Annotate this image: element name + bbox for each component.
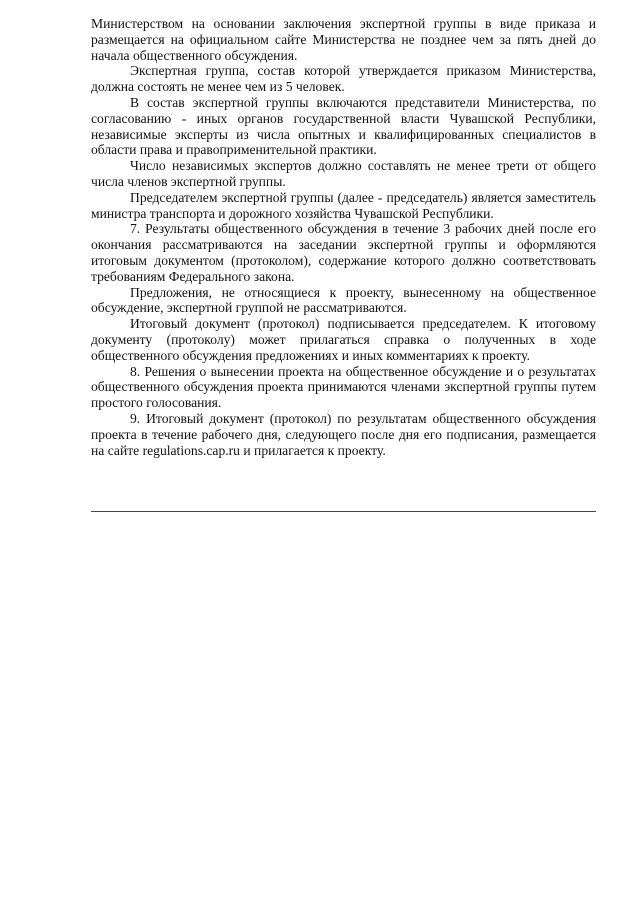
paragraph-expert-group-composition: В состав экспертной группы включаются представители Министерства, по согласованию - иных органов государственной власти Чувашской Республики, независимые эксперты из числа опытных и квалифицированных специалистов в области права и правоприменительной практики. — [91, 94, 596, 158]
paragraph-approval-order: Министерством на основании заключения экспертной группы в виде приказа и размещается на официальном сайте Министерства не позднее чем за пять дней до начала общественного обсуждения. — [91, 16, 596, 63]
paragraph-expert-group-size: Экспертная группа, состав которой утверждается приказом Министерства, должна состоять не менее чем из 5 человек. — [91, 63, 596, 95]
paragraph-independent-experts: Число независимых экспертов должно составлять не менее трети от общего числа членов экспертной группы. — [91, 158, 596, 189]
paragraph-item-8-decisions: 8. Решения о вынесении проекта на общественное обсуждение и о результатах общественного обсуждения проекта принимаются членами экспертной группы путем простого голосования. — [91, 363, 596, 411]
paragraph-item-9-publication: 9. Итоговый документ (протокол) по результатам общественного обсуждения проекта в течение рабочего дня, следующего после дня его подписания, размещается на сайте regulations.cap.ru и прилагается к проекту. — [91, 410, 596, 458]
paragraph-unrelated-proposals: Предложения, не относящиеся к проекту, вынесенному на общественное обсуждение, экспертной группой не рассматриваются. — [91, 284, 596, 316]
paragraph-chairman: Председателем экспертной группы (далее - председатель) является заместитель министра транспорта и дорожного хозяйства Чувашской Республики. — [91, 189, 596, 221]
paragraph-item-7-results: 7. Результаты общественного обсуждения в течение 3 рабочих дней после его окончания рассматриваются на заседании экспертной группы и оформляются итоговым документом (протоколом), содержание которого должно соответствовать требованиям Федерального закона. — [91, 221, 596, 284]
document-body — [91, 16, 596, 458]
section-divider — [91, 511, 596, 512]
paragraph-final-document: Итоговый документ (протокол) подписывается председателем. К итоговому документу (протоколу) может прилагаться справка о полученных в ходе общественного обсуждения предложениях и иных комментариях к проекту. — [91, 316, 596, 363]
